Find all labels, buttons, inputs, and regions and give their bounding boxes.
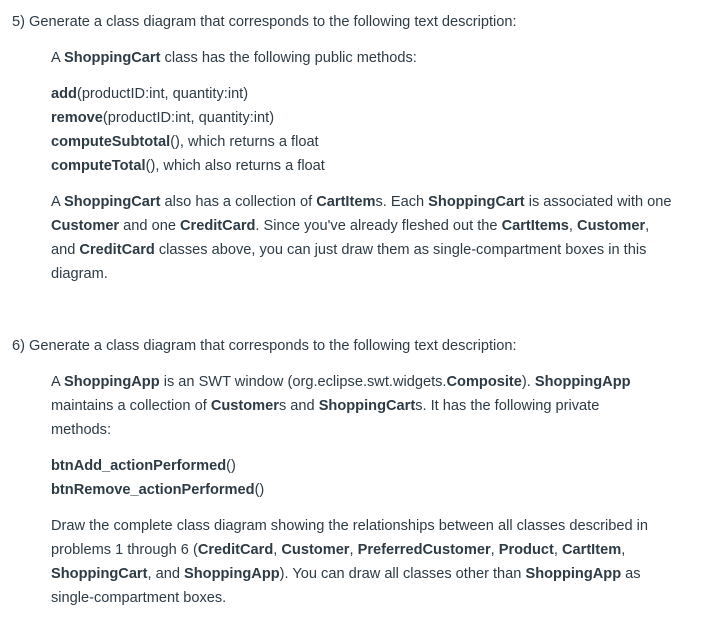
text: is associated with one	[524, 194, 672, 210]
text: ,	[553, 542, 562, 558]
q5-intro-class: ShoppingCart	[63, 50, 161, 66]
q6-description-line	[51, 370, 706, 394]
class-name: ShoppingApp	[184, 566, 280, 582]
text: ). You can draw all classes other than	[279, 566, 526, 582]
class-name: Customer	[577, 218, 646, 234]
text: diagram.	[51, 266, 108, 282]
q6-method-item	[51, 454, 706, 478]
class-name: Customer	[210, 398, 279, 414]
q5-intro	[51, 46, 706, 70]
class-name: ShoppingApp	[525, 566, 622, 582]
q6-description	[51, 370, 706, 442]
q5-method-name: add	[51, 86, 77, 102]
class-name: CreditCard	[197, 542, 274, 558]
class-name: Composite	[446, 374, 522, 390]
q6-description-line	[51, 394, 706, 418]
text: A	[51, 194, 64, 210]
q6-heading: 6) Generate a class diagram that corresponds to the following text description:	[12, 338, 517, 354]
q5-method-signature: (productID:int, quantity:int)	[76, 86, 249, 102]
q5-description-line	[51, 262, 706, 286]
q5-method-signature: (), which also returns a float	[145, 158, 325, 174]
text: ,	[621, 542, 626, 558]
class-name: CreditCard	[79, 242, 155, 258]
q5-method-item	[51, 106, 706, 130]
text: classes above, you can just draw them as single-compartment boxes in this	[154, 242, 647, 258]
q6-instructions-line	[51, 538, 706, 562]
q5-method-item	[51, 130, 706, 154]
q6-description-line	[51, 418, 706, 442]
text: problems 1 through 6 (	[51, 542, 198, 558]
q5-method-item	[51, 82, 706, 106]
q5-method-item	[51, 154, 706, 178]
text: A	[51, 374, 64, 390]
text: . Since you've already fleshed out the	[255, 218, 502, 234]
q6-method-signature: ()	[226, 458, 236, 474]
text: maintains a collection of	[51, 398, 211, 414]
class-name: ShoppingCart	[51, 566, 148, 582]
text: also has a collection of	[160, 194, 317, 210]
class-name: ShoppingCart	[428, 194, 525, 210]
text: and	[51, 242, 80, 258]
q6-method-signature: ()	[254, 482, 265, 498]
class-name: ShoppingApp	[534, 374, 631, 390]
text: s and	[278, 398, 319, 414]
text: ,	[349, 542, 358, 558]
class-name: CreditCard	[180, 218, 256, 234]
q5-description-line	[51, 190, 706, 214]
text: as	[621, 566, 641, 582]
text: , and	[147, 566, 184, 582]
class-name: CartItems	[501, 218, 569, 234]
text: Draw the complete class diagram showing the relationships between all classes described in	[51, 518, 649, 534]
q6-method-list	[51, 454, 706, 502]
q5-method-signature: (), which returns a float	[170, 134, 319, 150]
q5-description	[51, 190, 706, 286]
text: methods:	[51, 422, 112, 438]
class-name: ShoppingCart	[63, 194, 161, 210]
q5-method-name: remove	[51, 110, 103, 126]
q5-description-line	[51, 238, 706, 262]
q5-method-signature: (productID:int, quantity:int)	[102, 110, 275, 126]
q5-method-name: computeSubtotal	[51, 134, 171, 150]
text: s. It has the following private	[415, 398, 600, 414]
q6-instructions	[51, 514, 706, 610]
q5-method-name: computeTotal	[51, 158, 146, 174]
text: and one	[119, 218, 180, 234]
q5-intro-text-1: A	[51, 50, 64, 66]
class-name: Product	[498, 542, 554, 558]
text: ,	[490, 542, 499, 558]
class-name: ShoppingCart	[318, 398, 416, 414]
class-name: PreferredCustomer	[357, 542, 491, 558]
q6-method-name: btnRemove_actionPerformed	[51, 482, 255, 498]
class-name: Customer	[51, 218, 120, 234]
class-name: Customer	[281, 542, 350, 558]
q6-method-item	[51, 478, 706, 502]
text: s. Each	[375, 194, 429, 210]
text: ).	[521, 374, 535, 390]
class-name: ShoppingApp	[63, 374, 160, 390]
q5-method-list	[51, 82, 706, 178]
class-name: CartItem	[561, 542, 622, 558]
text: ,	[273, 542, 282, 558]
q5-intro-text-2: class has the following public methods:	[160, 50, 417, 66]
text: single-compartment boxes.	[51, 590, 227, 606]
text: ,	[568, 218, 578, 234]
q6-method-name: btnAdd_actionPerformed	[51, 458, 227, 474]
q5-description-line	[51, 214, 706, 238]
text: is an SWT window (org.eclipse.swt.widgets.	[159, 374, 447, 390]
q6-instructions-line	[51, 514, 706, 538]
q5-heading: 5) Generate a class diagram that corresponds to the following text description:	[12, 14, 517, 30]
text: ,	[645, 218, 650, 234]
q6-instructions-line	[51, 586, 706, 610]
q6-instructions-line	[51, 562, 706, 586]
class-name: CartItem	[316, 194, 376, 210]
